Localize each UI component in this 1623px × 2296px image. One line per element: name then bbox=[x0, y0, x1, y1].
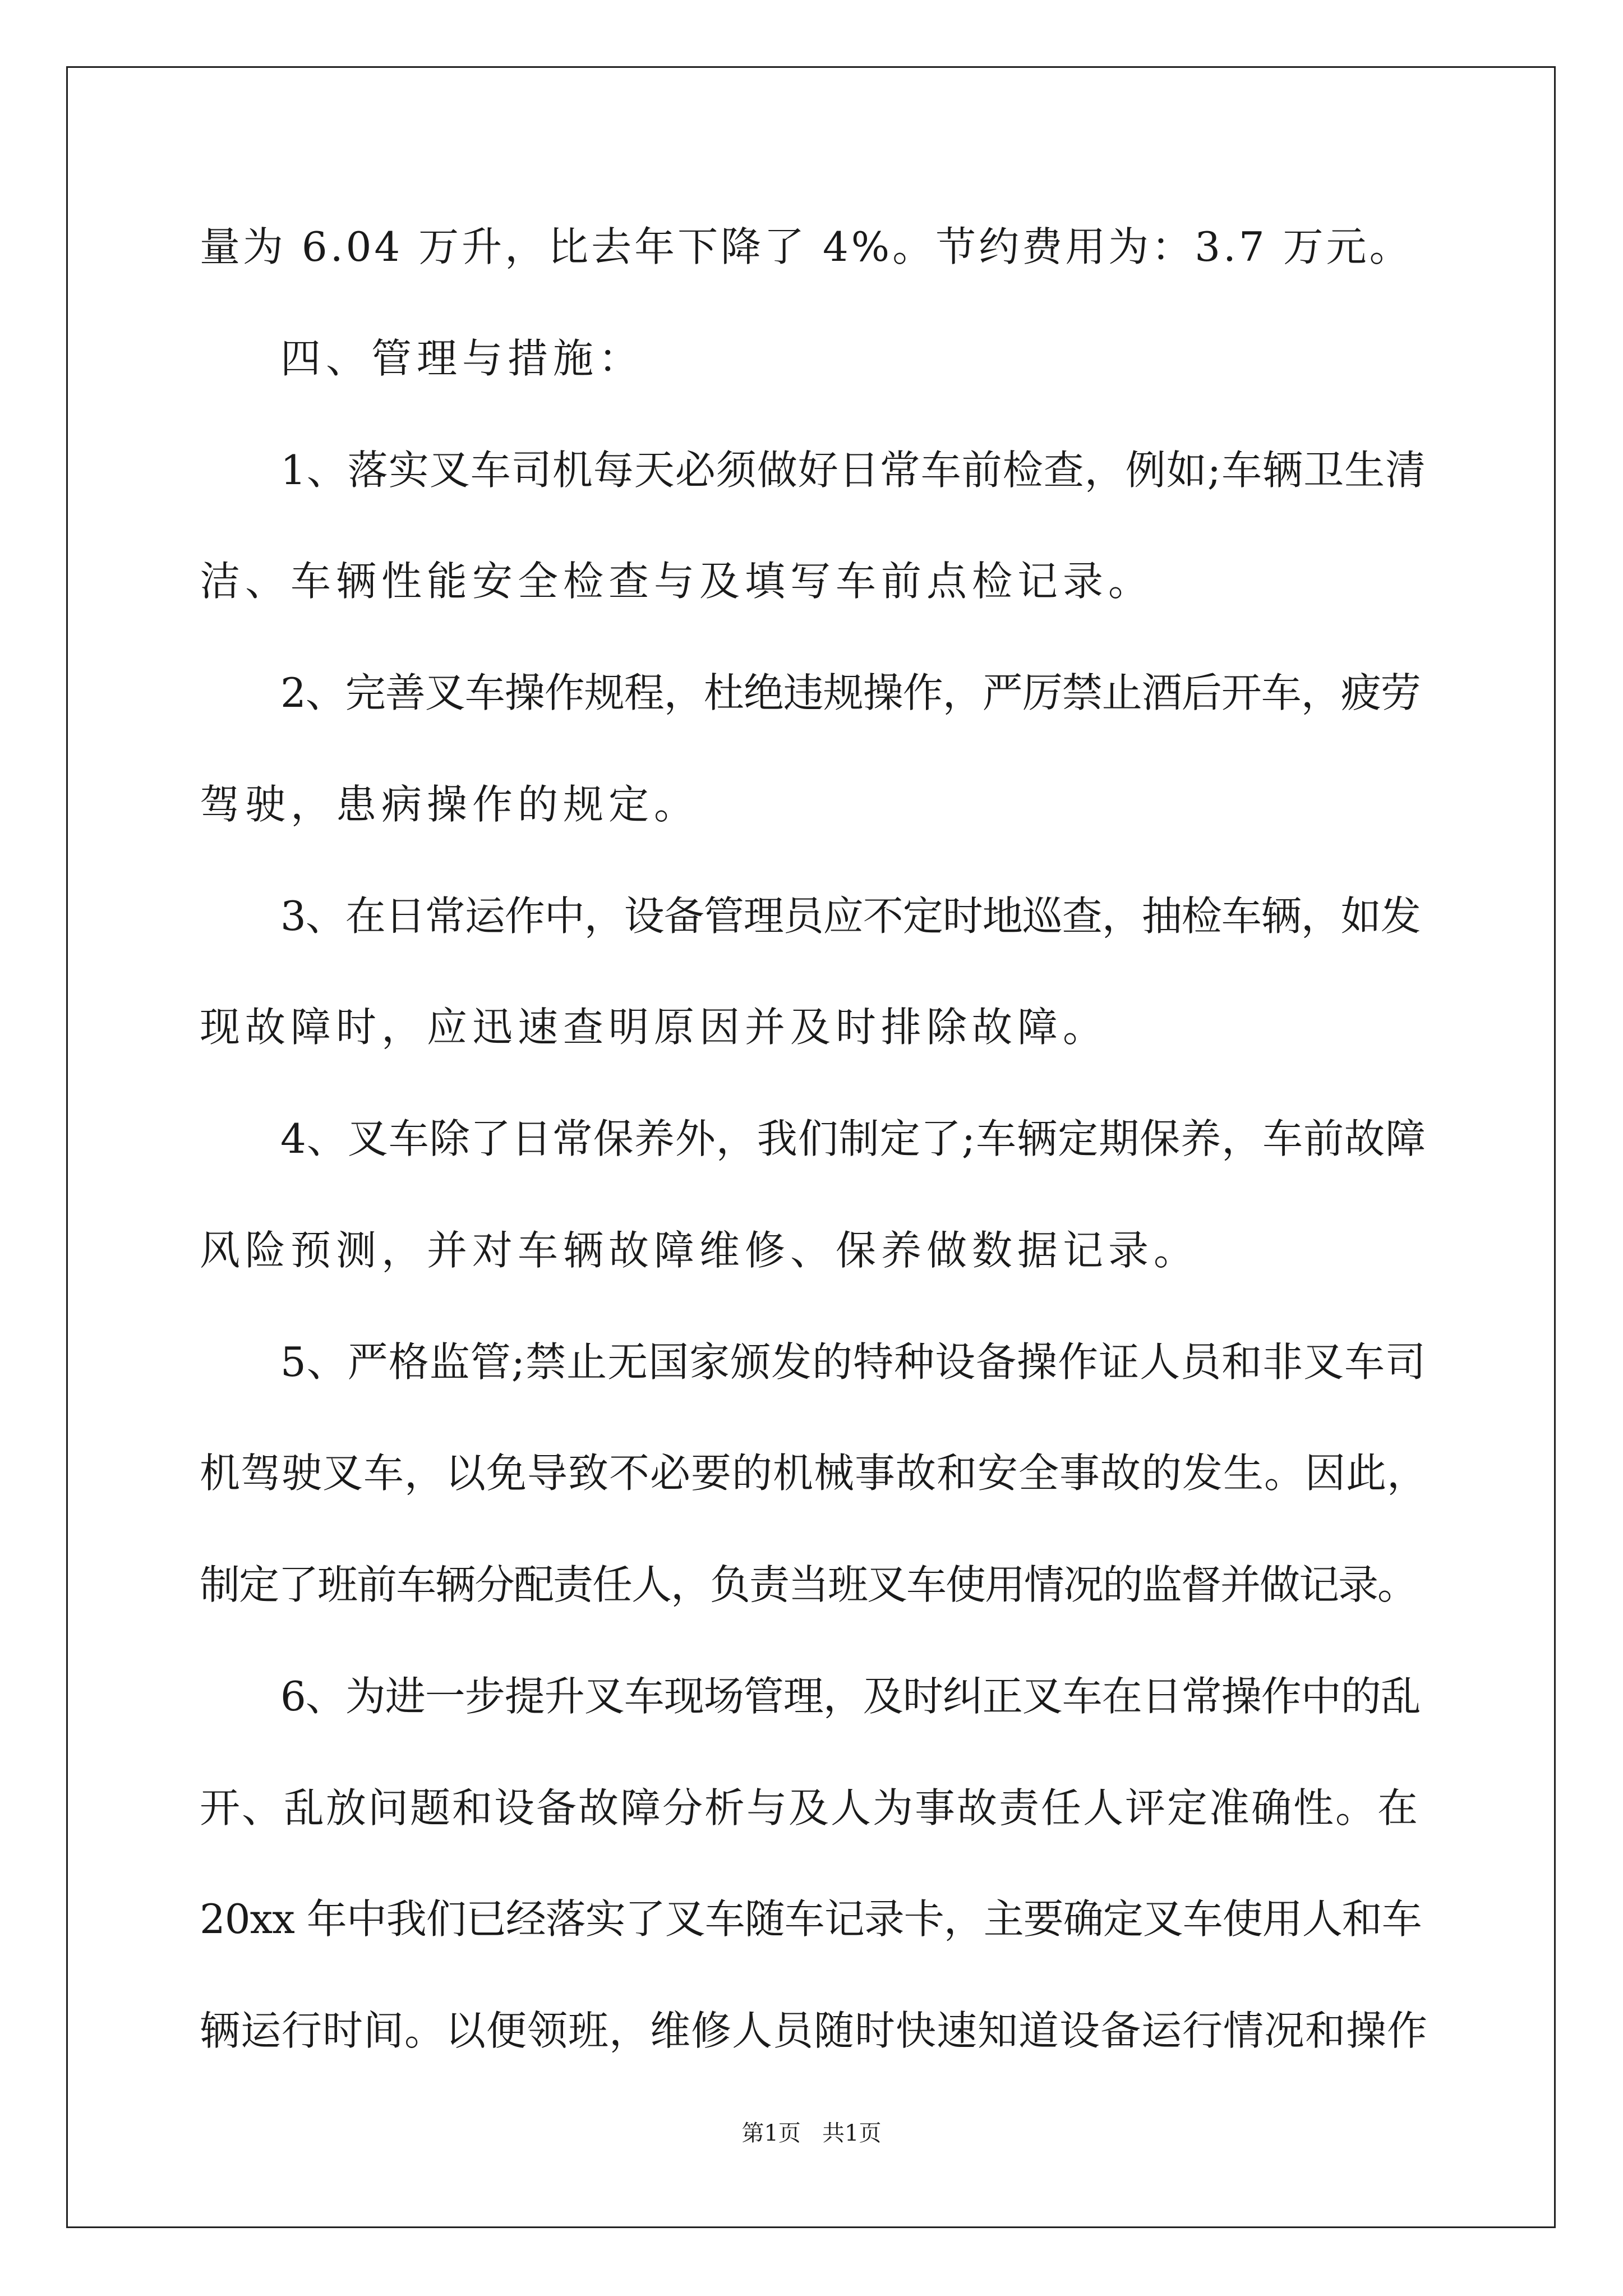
text-line-15: 开、乱放问题和设备故障分析与及人为事故责任人评定准确性。在 bbox=[200, 1784, 1420, 1832]
section-heading-management: 四、管理与措施： bbox=[280, 335, 644, 382]
text-line-13: 制定了班前车辆分配责任人，负责当班叉车使用情况的监督并做记录。 bbox=[200, 1561, 1417, 1608]
text-line-14: 6、为进一步提升叉车现场管理，及时纠正叉车在日常操作中的乱 bbox=[280, 1673, 1421, 1720]
text-line-7: 3、在日常运作中，设备管理员应不定时地巡查，抽检车辆，如发 bbox=[280, 892, 1421, 940]
text-line-10: 风险预测，并对车辆故障维修、保养做数据记录。 bbox=[200, 1227, 1200, 1274]
page-number-footer: 第1页 共1页 bbox=[741, 2120, 882, 2146]
text-line-12: 机驾驶叉车，以免导致不必要的机械事故和安全事故的发生。因此， bbox=[200, 1450, 1428, 1497]
text-line-17: 辆运行时间。以便领班，维修人员随时快速知道设备运行情况和操作 bbox=[200, 2007, 1428, 2054]
text-line-5: 2、完善叉车操作规程，杜绝违规操作，严厉禁止酒后开车，疲劳 bbox=[280, 669, 1421, 716]
text-line-6: 驾驶，患病操作的规定。 bbox=[200, 781, 700, 828]
text-line-4: 洁、车辆性能安全检查与及填写车前点检记录。 bbox=[200, 558, 1154, 605]
text-line-8: 现故障时，应迅速查明原因并及时排除故障。 bbox=[200, 1004, 1109, 1051]
text-line-11: 5、严格监管;禁止无国家颁发的特种设备操作证人员和非叉车司 bbox=[280, 1338, 1427, 1386]
text-line-1: 量为 6.04 万升，比去年下降了 4%。节约费用为：3.7 万元。 bbox=[200, 223, 1413, 270]
text-line-9: 4、叉车除了日常保养外，我们制定了;车辆定期保养，车前故障 bbox=[280, 1115, 1427, 1162]
text-line-3: 1、落实叉车司机每天必须做好日常车前检查，例如;车辆卫生清 bbox=[280, 447, 1427, 494]
text-line-16: 20xx 年中我们已经落实了叉车随车记录卡，主要确定叉车使用人和车 bbox=[200, 1895, 1422, 1943]
